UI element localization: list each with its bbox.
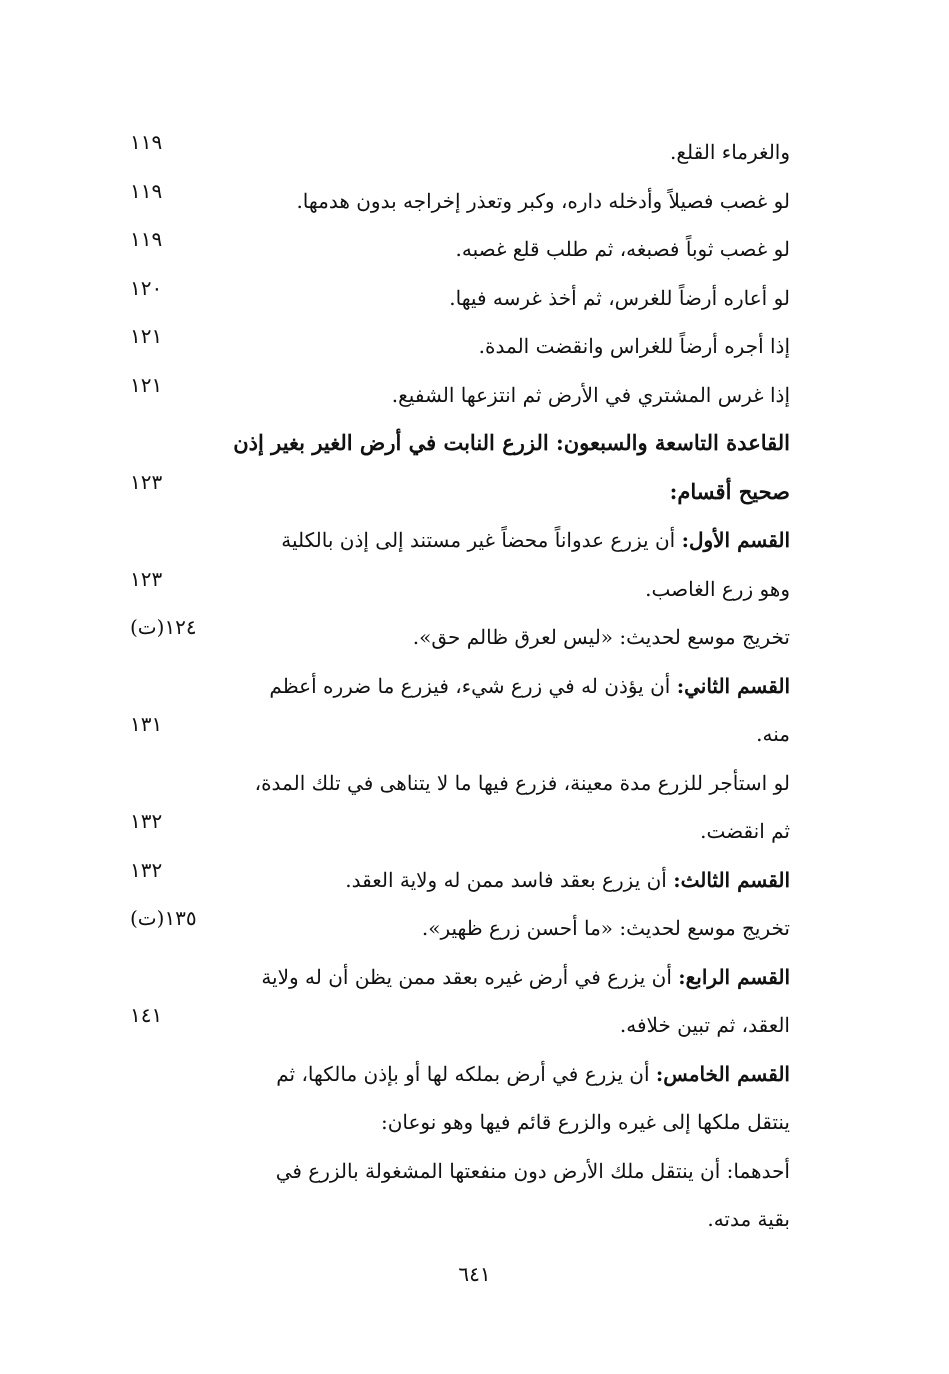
entry-page-number: ١٣٥(ت) [130,906,197,930]
entry-text: بقية مدته. [707,1207,790,1231]
entry-page-number: ١٣٢ [130,857,163,882]
index-entry [130,516,790,565]
entry-page-number: ١٢١ [130,324,163,348]
entry-page-number: ١١٩ [130,227,163,251]
entry-page-number: ١٢٤(ت) [130,615,197,639]
entry-text: تخريج موسع لحديث: «ليس لعرق ظالم حق». [412,625,790,649]
entry-body: أن يؤذن له في زرع شيء، فيزرع ما ضرره أعظم [269,673,671,698]
entry-text: أحدهما: أن ينتقل ملك الأرض دون منفعتها المشغولة بالزرع في [275,1158,790,1183]
index-entry [130,322,790,371]
entry-page-number: ١٢٣ [130,566,163,591]
index-entry [130,953,790,1002]
entry-label: القسم الرابع: [678,964,790,989]
entry-page-number: ١١٩ [130,178,163,203]
index-entry [130,1195,790,1244]
entry-text: والغرماء القلع. [670,140,790,164]
entry-page-number: ١٣١ [130,712,163,736]
index-entry [130,371,790,420]
entry-text: لو غصب ثوباً فصبغه، ثم طلب قلع غصبه. [455,237,790,261]
entry-label: القسم الثاني: [676,673,790,698]
page-number: ٦٤١ [458,1262,491,1286]
index-entry [130,662,790,711]
entry-body: أن يزرع في أرض بملكه لها أو بإذن مالكها، ثم [276,1061,650,1086]
index-entry [130,177,790,226]
section-heading [130,419,790,468]
entry-text: لو استأجر للزرع مدة معينة، فزرع فيها ما لا يتناهى في تلك المدة، [254,770,790,795]
entry-text: إذا غرس المشتري في الأرض ثم انتزعها الشفيع. [391,382,790,407]
index-entry [130,128,790,177]
entry-page-number: ١٢٣ [130,469,163,494]
index-entry [130,565,790,614]
entry-page-number: ١٢٠ [130,275,163,300]
entry-label: القسم الثالث: [673,867,790,892]
section-heading [130,468,790,517]
index-entry [130,710,790,759]
entry-text [281,516,790,565]
entry-body: أن يزرع عدواناً محضاً غير مستند إلى إذن بالكلية [281,528,676,552]
heading-text: صحيح أقسام: [669,478,790,504]
entry-text [345,856,790,905]
entry-text: العقد، ثم تبين خلافه. [619,1013,790,1037]
index-entry [130,759,790,808]
entry-text: إذا أجره أرضاً للغراس وانقضت المدة. [478,334,790,358]
entry-text: منه. [756,722,790,746]
entry-page-number: ١٢١ [130,372,163,397]
entry-body: أن يزرع بعقد فاسد ممن له ولاية العقد. [345,867,667,892]
entry-text [269,662,790,711]
entry-text [276,1050,790,1099]
index-entry [130,613,790,662]
index-entry [130,1098,790,1147]
index-entries [130,128,790,1244]
entry-text: ثم انقضت. [700,819,790,843]
entry-text: وهو زرع الغاصب. [645,576,790,601]
entry-text: تخريج موسع لحديث: «ما أحسن زرع ظهير». [421,916,790,940]
entry-text: لو أعاره أرضاً للغرس، ثم أخذ غرسه فيها. [449,285,790,310]
entry-text [261,953,790,1002]
index-entry [130,1050,790,1099]
entry-body: أن يزرع في أرض غيره بعقد ممن يظن أن له ولاية [261,964,672,989]
entry-text: ينتقل ملكها إلى غيره والزرع قائم فيها وهو نوعان: [380,1110,790,1134]
index-entry [130,856,790,905]
entry-text: لو غصب فصيلاً وأدخله داره، وكبر وتعذر إخراجه بدون هدمها. [296,188,790,213]
index-entry [130,807,790,856]
index-entry [130,1147,790,1196]
entry-page-number: ١٣٢ [130,809,163,833]
index-entry [130,1001,790,1050]
heading-text: القاعدة التاسعة والسبعون: الزرع النابت في أرض الغير بغير إذن [233,430,790,455]
entry-page-number: ١٤١ [130,1003,163,1027]
entry-label: القسم الخامس: [655,1061,790,1086]
index-entry [130,904,790,953]
entry-page-number: ١١٩ [130,130,163,154]
entry-label: القسم الأول: [681,528,790,552]
index-entry [130,274,790,323]
index-entry [130,225,790,274]
